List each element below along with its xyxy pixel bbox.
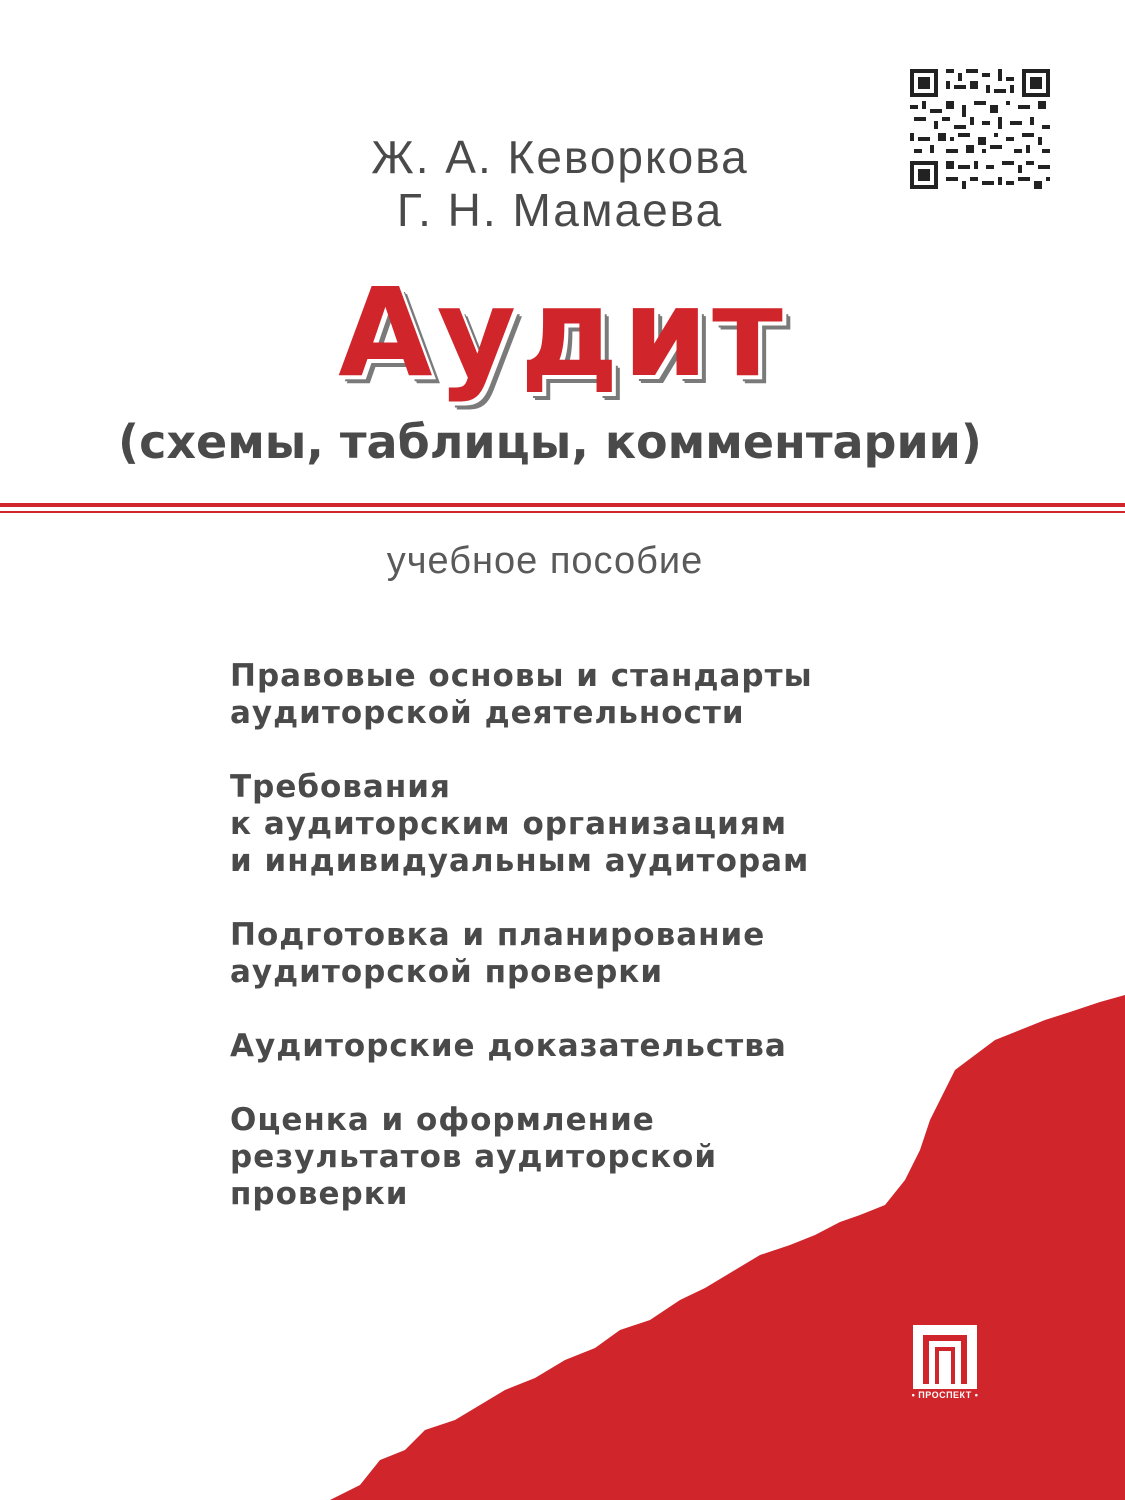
divider-line <box>0 511 1125 513</box>
topic-line: результатов аудиторской <box>230 1139 718 1175</box>
topic-line: Аудиторские доказательства <box>230 1028 787 1064</box>
topic-item <box>230 1028 930 1065</box>
topic-line: Подготовка и планирование <box>230 917 766 953</box>
book-genre: учебное пособие <box>386 540 704 582</box>
author-name: Ж. А. Кеворкова <box>371 131 749 183</box>
topic-item <box>230 769 930 880</box>
topic-line: аудиторской деятельности <box>230 695 745 731</box>
publisher-name: • ПРОСПЕКТ • <box>911 1390 979 1400</box>
topic-line: Требования <box>230 769 451 805</box>
book-subtitle: (схемы, таблицы, комментарии) <box>118 415 982 469</box>
topic-item <box>230 1102 930 1213</box>
book-title: Аудит <box>338 262 787 404</box>
topics-list <box>230 658 930 1250</box>
topic-item <box>230 658 930 732</box>
topic-line: Оценка и оформление <box>230 1102 655 1138</box>
topic-line: к аудиторским организациям <box>230 806 788 842</box>
topic-line: проверки <box>230 1176 409 1212</box>
topic-line: аудиторской проверки <box>230 954 664 990</box>
topic-line: Правовые основы и стандарты <box>230 658 813 694</box>
qr-code-icon <box>910 68 1050 190</box>
author-name: Г. Н. Мамаева <box>396 184 724 236</box>
topic-line: и индивидуальным аудиторам <box>230 843 810 879</box>
topic-item <box>230 917 930 991</box>
divider-line <box>0 503 1125 507</box>
